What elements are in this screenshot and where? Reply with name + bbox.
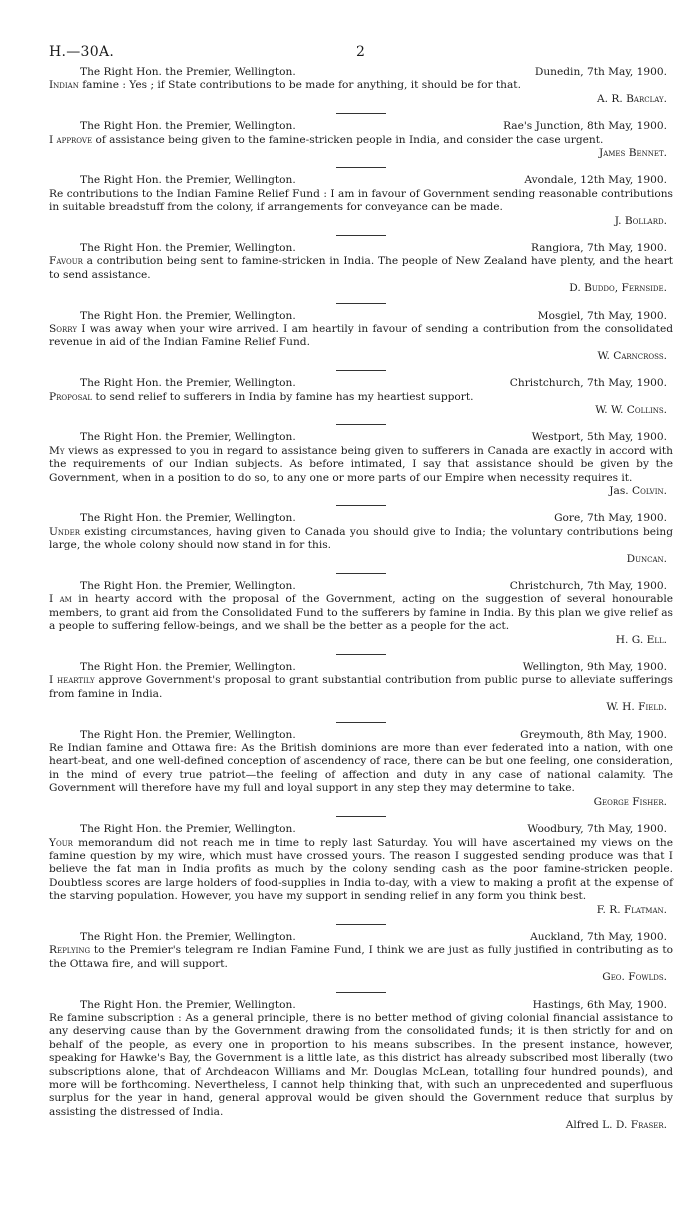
signature-name: George Fisher. <box>593 795 667 808</box>
signature-name: Buddo, Fernside. <box>584 282 667 295</box>
separator-rule <box>336 505 386 506</box>
signature-initials: W. H. <box>606 701 639 714</box>
letter-signature <box>49 971 673 984</box>
signature-name: James Bennet. <box>598 147 667 159</box>
letter-text: existing circumstances, having given to Canada you should give to India; the voluntary contributions being large, the whole colony should now stand in for this. <box>49 525 673 552</box>
letter-text: in hearty accord with the proposal of the Government, acting on the suggestion of several honourable members, to grant aid from the Consolidated Fund to the sufferers by famine in India. By this plan we give relief as a people to suffering fellow-beings, and we shall be the better as a people for the act. <box>49 593 673 633</box>
letter-place-date: Gore, 7th May, 1900. <box>554 512 667 525</box>
letter-recipient: The Right Hon. the Premier, Wellington. <box>80 120 296 133</box>
letter-recipient: The Right Hon. the Premier, Wellington. <box>80 174 296 187</box>
document-reference: H.—30A. <box>49 44 115 60</box>
letter-lead-words: Proposal <box>49 390 93 403</box>
letter-body <box>49 526 673 553</box>
separator-rule <box>336 167 386 168</box>
letter-place-date: Wellington, 9th May, 1900. <box>522 661 667 674</box>
signature-name: Flatman. <box>623 903 667 916</box>
letter-body <box>49 593 673 633</box>
letter <box>49 729 673 809</box>
signature-name: Collins. <box>626 404 667 417</box>
letter-lead-words: Your <box>49 836 73 849</box>
letter-signature <box>49 634 673 647</box>
letter-address-line <box>49 242 673 255</box>
separator-rule <box>336 113 386 114</box>
letter-signature <box>49 553 673 566</box>
letter-place-date: Rae's Junction, 8th May, 1900. <box>503 120 667 133</box>
signature-name: Carncross. <box>613 349 667 362</box>
letter-lead-words: I am <box>49 593 72 606</box>
letter-place-date: Hastings, 6th May, 1900. <box>532 998 667 1011</box>
letter-lead-words: I approve <box>49 133 93 146</box>
letter-signature <box>49 215 673 228</box>
letter-address-line <box>49 661 673 674</box>
letter <box>49 931 673 985</box>
letter <box>49 431 673 498</box>
signature-name: Duncan. <box>626 552 667 565</box>
letter-recipient: The Right Hon. the Premier, Wellington. <box>80 242 296 255</box>
letter-recipient: The Right Hon. the Premier, Wellington. <box>80 431 296 444</box>
letter-place-date: Christchurch, 7th May, 1900. <box>509 580 667 593</box>
separator-rule <box>336 573 386 574</box>
separator-rule <box>336 370 386 371</box>
signature-initials: Jas. <box>609 485 633 498</box>
separator-rule <box>336 816 386 817</box>
letter-lead-words: My <box>49 444 65 457</box>
signature-name: Bollard. <box>624 214 667 227</box>
letter-body <box>49 391 673 404</box>
letter-recipient: The Right Hon. the Premier, Wellington. <box>80 377 296 390</box>
letter-place-date: Westport, 5th May, 1900. <box>531 431 667 444</box>
letter <box>49 242 673 296</box>
separator-rule <box>336 992 386 993</box>
letter <box>49 823 673 917</box>
letter-place-date: Rangiora, 7th May, 1900. <box>530 242 667 255</box>
letter-place-date: Avondale, 12th May, 1900. <box>524 174 667 187</box>
letter-signature <box>49 404 673 417</box>
letter-address-line <box>49 931 673 944</box>
letter-address-line <box>49 512 673 525</box>
letter-recipient: The Right Hon. the Premier, Wellington. <box>80 998 296 1011</box>
separator-rule <box>336 924 386 925</box>
signature-name: Colvin. <box>632 485 667 498</box>
letter-address-line <box>49 120 673 133</box>
letter-signature <box>49 485 673 498</box>
letter-place-date: Christchurch, 7th May, 1900. <box>509 377 667 390</box>
letter-body <box>49 1012 673 1119</box>
letter-address-line <box>49 174 673 187</box>
letter-signature <box>49 147 673 160</box>
letter-text: Re famine subscription : As a general principle, there is no better method of giving colonial financial assistance to any deserving cause than by the Government drawing from the consolidated funds; it is then strictly for and on behalf of the people, as every one in proportion to his means subscribes. In the present instance, however, speaking for Hawke's Bay, the Government is a little late, as this district has already subscribed most liberally (two subscriptions alone, that of Archdeacon Williams and Mr. Douglas McLean, totalling four hundred pounds), and more will be forthcoming. Nevertheless, I cannot help thinking that, with such an unprecedented and superfluous surplus for the year in hand, general approval would be given should the Government reduce that surplus by assisting the distressed of India. <box>49 1011 673 1118</box>
letter-place-date: Mosgiel, 7th May, 1900. <box>537 309 667 322</box>
letter-recipient: The Right Hon. the Premier, Wellington. <box>80 309 296 322</box>
letter-place-date: Dunedin, 7th May, 1900. <box>534 66 667 78</box>
letter-place-date: Greymouth, 8th May, 1900. <box>520 728 667 741</box>
signature-initials: D. <box>569 282 585 295</box>
separator-rule <box>336 235 386 236</box>
letter-body <box>49 188 673 215</box>
letter-address-line <box>49 66 673 79</box>
letter-signature <box>49 93 673 106</box>
letter-body <box>49 837 673 904</box>
letter <box>49 120 673 160</box>
signature-name: Geo. Fowlds. <box>602 971 667 984</box>
letter-recipient: The Right Hon. the Premier, Wellington. <box>80 823 296 836</box>
letter <box>49 512 673 566</box>
letter <box>49 661 673 715</box>
letter-address-line <box>49 377 673 390</box>
letter-text: a contribution being sent to famine-stricken in India. The people of New Zealand have plenty, and the heart to send assistance. <box>49 255 673 281</box>
letter-signature <box>49 904 673 917</box>
letter-address-line <box>49 999 673 1012</box>
letter-signature <box>49 350 673 363</box>
signature-name: Field. <box>638 701 667 714</box>
letter-body <box>49 79 673 92</box>
separator-rule <box>336 722 386 723</box>
letter-text: to send relief to sufferers in India by famine has my heartiest support. <box>92 390 474 403</box>
letter-body <box>49 445 673 485</box>
letter-text: Re Indian famine and Ottawa fire: As the British dominions are more than ever federated into a nation, with one heart-beat, and one well-defined conception of ascendency of race, there can be but one feeling, one consideration, in the mind of every true patriot—the feeling of affection and duty in any case of national calamity. The Government will therefore have my full and loyal support in any step they may determine to take. <box>49 742 673 795</box>
letter-lead-words: Sorry <box>49 323 77 336</box>
signature-initials: W. <box>597 349 614 362</box>
separator-rule <box>336 654 386 655</box>
letter-text: Re contributions to the Indian Famine Relief Fund : I am in favour of Government sending reasonable contributions in suitable breadstuff from the colony, if arrangements for conveyance can be made. <box>49 187 673 214</box>
letter-place-date: Auckland, 7th May, 1900. <box>530 930 667 943</box>
letter <box>49 580 673 647</box>
separator-rule <box>336 303 386 304</box>
letter-recipient: The Right Hon. the Premier, Wellington. <box>80 930 296 943</box>
letter-lead-words: Favour <box>49 255 83 268</box>
letter-recipient: The Right Hon. the Premier, Wellington. <box>80 728 296 741</box>
letter-text: of assistance being given to the famine-stricken people in India, and consider the case urgent. <box>92 133 604 146</box>
letter-recipient: The Right Hon. the Premier, Wellington. <box>80 661 296 674</box>
letter <box>49 999 673 1133</box>
document-page <box>49 44 673 1133</box>
signature-name: Ell. <box>646 633 667 646</box>
letter-recipient: The Right Hon. the Premier, Wellington. <box>80 580 296 593</box>
letter-text: approve Government's proposal to grant substantial contribution from public purse to alleviate sufferings from famine in India. <box>49 674 673 700</box>
letter-text: famine : Yes ; if State contributions to be made for anything, it should be for that. <box>78 79 521 92</box>
letter-text: memorandum did not reach me in time to reply last Saturday. You will have ascertained my views on the famine question by my wire, which must have crossed yours. The reason I suggested sending produce was that I believe the fat man in India profits as much by the colony sending cash as the poor famine-stricken people. Doubtless scores are large holders of food-supplies in India to-day, with a view to making a profit at the expense of the starving population. However, you have my support in sending relief in any form you think best. <box>49 836 673 903</box>
letter-signature <box>49 701 673 714</box>
letter-body <box>49 134 673 147</box>
letter <box>49 66 673 106</box>
letter-body <box>49 255 673 282</box>
signature-initials: Alfred L. D. <box>565 1119 631 1132</box>
letter-body <box>49 323 673 350</box>
signature-initials: H. G. <box>615 633 647 646</box>
letter-address-line <box>49 823 673 836</box>
letter <box>49 377 673 417</box>
letter-signature <box>49 796 673 809</box>
page-number: 2 <box>356 44 365 60</box>
signature-initials: A. R. <box>597 92 627 105</box>
letter-body <box>49 674 673 701</box>
page-header <box>49 44 673 66</box>
letter-text: to the Premier's telegram re Indian Famine Fund, I think we are just as fully justified in contributing as to the Ottawa fire, and will support. <box>49 944 673 970</box>
letter-signature <box>49 1119 673 1132</box>
letter-lead-words: Indian <box>49 79 79 92</box>
signature-name: Fraser. <box>630 1119 667 1132</box>
letter-text: I was away when your wire arrived. I am heartily in favour of sending a contribution from the consolidated revenue in aid of the Indian Famine Relief Fund. <box>49 323 673 349</box>
signature-initials: J. <box>614 214 625 227</box>
letter <box>49 310 673 364</box>
letter-signature <box>49 282 673 295</box>
letter-lead-words: Under <box>49 525 81 538</box>
letter-body <box>49 944 673 971</box>
letter-recipient: The Right Hon. the Premier, Wellington. <box>80 66 296 78</box>
letter-text: views as expressed to you in regard to assistance being given to sufferers in Canada are exactly in accord with the requirements of our Indian subjects. As before intimated, I say that assistance should be given by the Government, when in a position to do so, to any one or more parts of our Empire when necessity requires it. <box>49 444 673 484</box>
letter-place-date: Woodbury, 7th May, 1900. <box>527 823 667 836</box>
letter-address-line <box>49 310 673 323</box>
letter-address-line <box>49 580 673 593</box>
separator-rule <box>336 424 386 425</box>
signature-initials: F. R. <box>596 903 624 916</box>
letter-recipient: The Right Hon. the Premier, Wellington. <box>80 512 296 525</box>
letter-lead-words: Replying <box>49 944 91 957</box>
letter-lead-words: I heartily <box>49 674 95 687</box>
letters-list <box>49 66 673 1133</box>
signature-initials: W. W. <box>595 404 627 417</box>
letter-address-line <box>49 431 673 444</box>
letter-body <box>49 742 673 796</box>
letter-address-line <box>49 729 673 742</box>
signature-name: Barclay. <box>626 92 667 105</box>
letter <box>49 174 673 228</box>
